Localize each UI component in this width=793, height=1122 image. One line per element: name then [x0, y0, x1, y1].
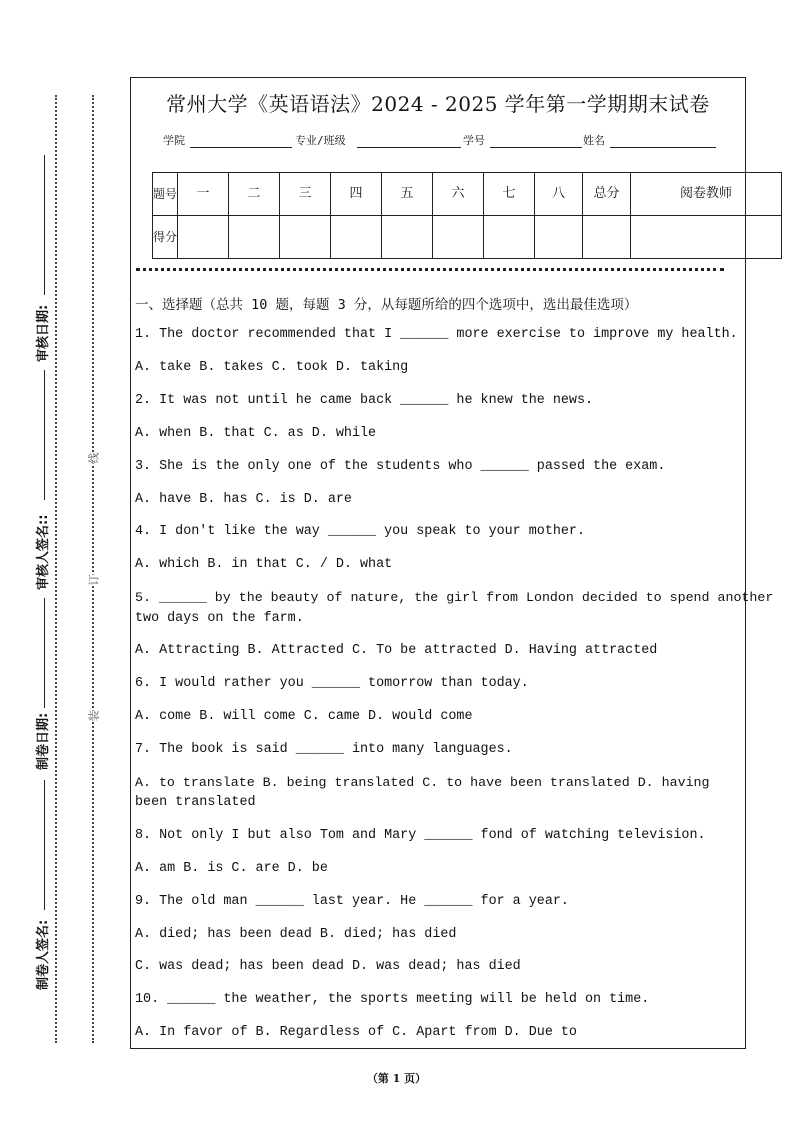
dotted-separator — [136, 268, 724, 271]
question-text: 6. I would rather you ______ tomorrow than today. — [135, 676, 529, 691]
answer-options: A. am B. is C. are D. be — [135, 861, 328, 876]
answer-options: A. which B. in that C. / D. what — [135, 557, 393, 572]
cell-header: 八 — [535, 173, 583, 216]
score-table-score-row — [153, 216, 782, 259]
cell-header: 六 — [433, 173, 484, 216]
exam-title: 常州大学《英语语法》2024 - 2025 学年第一学期期末试卷 — [166, 92, 710, 116]
answer-options: C. was dead; has been dead D. was dead; has died — [135, 959, 521, 974]
score-cell[interactable] — [331, 216, 382, 259]
field-name-label: 姓名 — [583, 134, 605, 147]
binding-char-line: 线 — [87, 452, 101, 464]
cell-label: 题号 — [153, 173, 178, 216]
cut-line-outer — [55, 95, 57, 1043]
score-cell[interactable] — [229, 216, 280, 259]
reviewer-date-line — [44, 155, 45, 295]
score-cell[interactable] — [280, 216, 331, 259]
score-cell[interactable] — [583, 216, 631, 259]
cell-header: 四 — [331, 173, 382, 216]
maker-sign-line — [44, 780, 45, 910]
reviewer-date-label: 审核日期: — [36, 304, 51, 362]
question-text: two days on the farm. — [135, 611, 304, 626]
binding-char-staple: 订 — [87, 574, 101, 586]
answer-options: A. died; has been dead B. died; has died — [135, 927, 457, 942]
section-heading: 一、选择题（总共 10 题，每题 3 分，从每题所给的四个选项中，选出最佳选项） — [135, 297, 638, 313]
answer-options: A. Attracting B. Attracted C. To be attracted D. Having attracted — [135, 643, 658, 658]
score-cell[interactable] — [433, 216, 484, 259]
cell-header: 二 — [229, 173, 280, 216]
score-cell[interactable] — [178, 216, 229, 259]
question-text: 1. The doctor recommended that I ______ more exercise to improve my health. — [135, 327, 738, 342]
question-text: been translated — [135, 795, 256, 810]
reviewer-sign-line — [44, 370, 45, 500]
question-text: 10. ______ the weather, the sports meeting will be held on time. — [135, 992, 650, 1007]
field-major-blank[interactable] — [357, 147, 461, 148]
cell-header: 总分 — [583, 173, 631, 216]
score-cell[interactable] — [535, 216, 583, 259]
binding-line — [92, 95, 94, 1043]
cell-label: 得分 — [153, 216, 178, 259]
maker-date-line — [44, 598, 45, 708]
question-text: 2. It was not until he came back ______ he knew the news. — [135, 393, 594, 408]
cell-header: 七 — [484, 173, 535, 216]
answer-options: A. to translate B. being translated C. to have been translated D. having — [135, 775, 710, 790]
reviewer-sign-label: 审核人签名:: — [36, 514, 51, 590]
score-cell[interactable] — [484, 216, 535, 259]
field-id-blank[interactable] — [490, 147, 582, 148]
field-college-blank[interactable] — [190, 147, 292, 148]
answer-options: A. when B. that C. as D. while — [135, 426, 377, 441]
answer-options: A. come B. will come C. came D. would come — [135, 709, 473, 724]
question-text: 8. Not only I but also Tom and Mary ______ fond of watching television. — [135, 828, 706, 843]
cell-header: 阅卷教师 — [631, 173, 782, 216]
answer-options: A. take B. takes C. took D. taking — [135, 360, 409, 375]
question-text: 7. The book is said ______ into many languages. — [135, 742, 513, 757]
cell-header: 一 — [178, 173, 229, 216]
answer-options: A. In favor of B. Regardless of C. Apart from D. Due to — [135, 1025, 577, 1040]
score-table-header-row — [153, 173, 782, 216]
question-text: 4. I don't like the way ______ you speak to your mother. — [135, 524, 585, 539]
field-major-label: 专业/班级 — [295, 134, 346, 147]
maker-sign-label: 制卷人签名: — [36, 919, 51, 990]
page-number: （第 1 页） — [366, 1072, 427, 1085]
field-name-blank[interactable] — [610, 147, 716, 148]
field-id-label: 学号 — [463, 134, 485, 147]
binding-char-bind: 装 — [87, 710, 101, 722]
score-table — [152, 172, 782, 259]
question-text: 5. ______ by the beauty of nature, the girl from London decided to spend another — [135, 590, 774, 605]
score-cell[interactable] — [631, 216, 782, 259]
cell-header: 三 — [280, 173, 331, 216]
field-college-label: 学院 — [163, 134, 185, 147]
maker-date-label: 制卷日期: — [36, 712, 51, 770]
cell-header: 五 — [382, 173, 433, 216]
answer-options: A. have B. has C. is D. are — [135, 492, 352, 507]
score-cell[interactable] — [382, 216, 433, 259]
question-text: 3. She is the only one of the students who ______ passed the exam. — [135, 459, 666, 474]
question-text: 9. The old man ______ last year. He ______ for a year. — [135, 894, 569, 909]
